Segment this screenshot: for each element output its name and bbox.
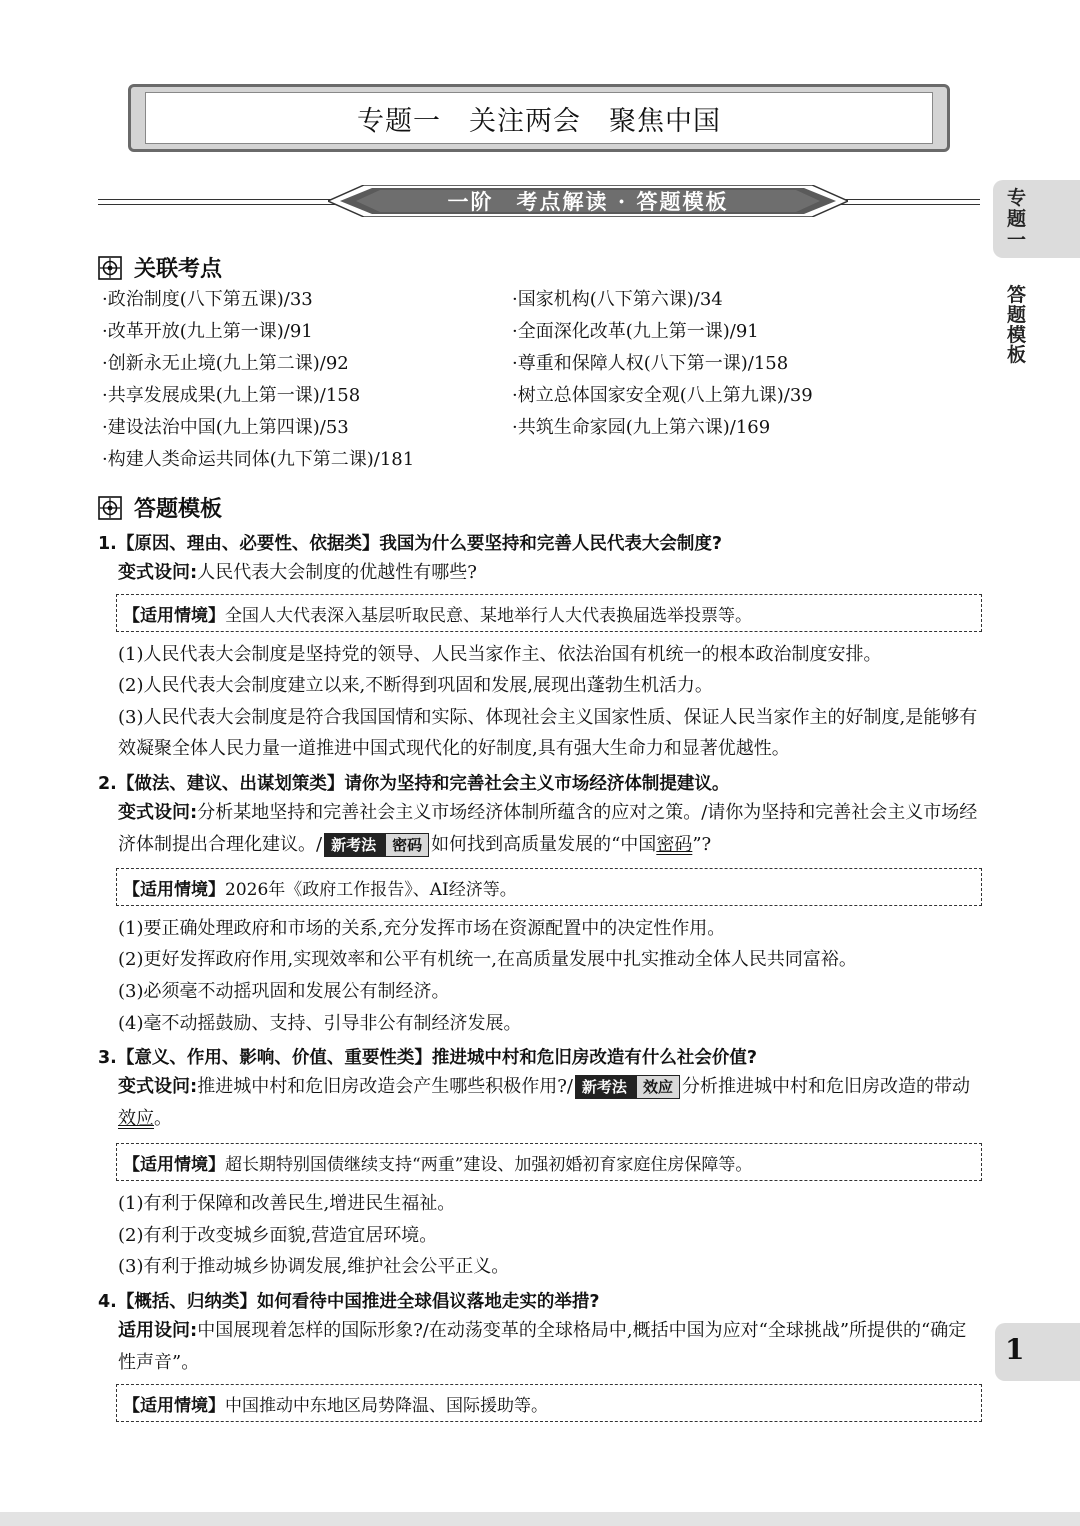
question-3-variant [118, 1071, 984, 1135]
tag-light: 效应 [637, 1076, 679, 1098]
chapter-side-tab-label: 专题一 [1007, 187, 1027, 251]
section-banner [98, 185, 980, 217]
variant-label: 变式设问: [118, 1076, 198, 1097]
related-heading [98, 252, 222, 283]
related-left-2: ·改革开放(九上第一课)/91 [102, 321, 313, 342]
variant-underlined: 效应 [118, 1108, 154, 1129]
question-4-variant [118, 1315, 984, 1379]
template-heading [98, 492, 222, 523]
variant-text-3: ”? [692, 834, 712, 855]
question-4-title: 4.【概括、归纳类】如何看待中国推进全球倡议落地走实的举措? [98, 1292, 600, 1312]
variant-text: 人民代表大会制度的优越性有哪些? [197, 562, 477, 583]
related-left-5: ·建设法治中国(九上第四课)/53 [102, 417, 349, 438]
related-left-1: ·政治制度(八下第五课)/33 [102, 289, 313, 310]
question-1-answer-1: (1)人民代表大会制度是坚持党的领导、人民当家作主、依法治国有机统一的根本政治制度安排。 [118, 644, 882, 665]
side-vertical-label: 答题模板 [1007, 284, 1027, 366]
context-text: 超长期特别国债继续支持“两重”建设、加强初婚初育家庭住房保障等。 [225, 1154, 753, 1175]
related-left-6: ·构建人类命运共同体(九下第二课)/181 [102, 449, 415, 470]
new-method-tag [324, 833, 429, 857]
topic-title: 专题一 关注两会 聚焦中国 [145, 92, 933, 144]
context-text: 2026年《政府工作报告》、AI经济等。 [225, 879, 517, 900]
target-icon [98, 496, 122, 520]
related-right-3: ·尊重和保障人权(八下第一课)/158 [512, 353, 789, 374]
question-2-title: 2.【做法、建议、出谋划策类】请你为坚持和完善社会主义市场经济体制提建议。 [98, 774, 730, 794]
new-method-tag [575, 1075, 680, 1099]
question-1-context [116, 594, 982, 632]
context-label: 【适用情境】 [123, 879, 225, 900]
tag-dark: 新考法 [576, 1076, 637, 1098]
chapter-side-tab[interactable] [993, 180, 1080, 258]
question-3-title: 3.【意义、作用、影响、价值、重要性类】推进城中村和危旧房改造有什么社会价值? [98, 1048, 757, 1068]
context-label: 【适用情境】 [123, 1395, 225, 1416]
question-3-context [116, 1143, 982, 1181]
tag-dark: 新考法 [325, 834, 386, 856]
question-2-variant [118, 797, 984, 861]
question-1-answer-2: (2)人民代表大会制度建立以来,不断得到巩固和发展,展现出蓬勃生机活力。 [118, 675, 713, 696]
tag-light: 密码 [386, 834, 428, 856]
related-heading-text: 关联考点 [134, 257, 223, 282]
question-3-answer-2: (2)有利于改变城乡面貌,营造宜居环境。 [118, 1225, 438, 1246]
related-right-2: ·全面深化改革(九上第一课)/91 [512, 321, 759, 342]
question-1-title: 1.【原因、理由、必要性、依据类】我国为什么要坚持和完善人民代表大会制度? [98, 534, 722, 554]
variant-text-2: 如何找到高质量发展的“中国 [431, 834, 657, 855]
question-2-answer-4: (4)毫不动摇鼓励、支持、引导非公有制经济发展。 [118, 1013, 522, 1034]
related-right-5: ·共筑生命家园(九上第六课)/169 [512, 417, 771, 438]
variant-text: 推进城中村和危旧房改造会产生哪些积极作用?/ [197, 1076, 573, 1097]
related-right-4: ·树立总体国家安全观(八上第九课)/39 [512, 385, 813, 406]
related-right-1: ·国家机构(八下第六课)/34 [512, 289, 723, 310]
question-4-context [116, 1384, 982, 1422]
question-2-answer-3: (3)必须毫不动摇巩固和发展公有制经济。 [118, 981, 450, 1002]
page-number-tab [995, 1323, 1080, 1381]
question-1-answer-3: (3)人民代表大会制度是符合我国国情和实际、体现社会主义国家性质、保证人民当家作主的好制度,是能够有效凝聚全体人民力量一道推进中国式现代化的好制度,具有强大生命力和显著优越性。 [118, 707, 978, 759]
page-number: 1 [1005, 1333, 1025, 1366]
page-bottom-strip [0, 1512, 1080, 1526]
section-banner-shape [328, 185, 848, 217]
variant-underlined: 密码 [656, 834, 693, 855]
question-1-variant [118, 557, 984, 589]
related-left-4: ·共享发展成果(九上第一课)/158 [102, 385, 361, 406]
context-text: 全国人大代表深入基层听取民意、某地举行人大代表换届选举投票等。 [225, 605, 752, 626]
question-3-answer-3: (3)有利于推动城乡协调发展,维护社会公平正义。 [118, 1256, 510, 1277]
variant-label: 适用设问: [118, 1320, 198, 1341]
question-2-answer-1: (1)要正确处理政府和市场的关系,充分发挥市场在资源配置中的决定性作用。 [118, 918, 726, 939]
target-icon [98, 256, 122, 280]
variant-label: 变式设问: [118, 562, 198, 583]
variant-label: 变式设问: [118, 802, 198, 823]
variant-text-2: 分析推进城中村和危旧房改造的带动 [681, 1076, 970, 1097]
variant-text-3: 。 [154, 1108, 172, 1129]
variant-text: 分析某地坚持和完善社会主义市场经济体制所蕴含的应对之策。/请你为坚持和完善社会主义市场经济体制提出合理化建议。/ [118, 802, 978, 855]
question-2-answer-2: (2)更好发挥政府作用,实现效率和公平有机统一,在高质量发展中扎实推动全体人民共同富裕。 [118, 949, 857, 970]
template-heading-text: 答题模板 [134, 497, 223, 522]
question-3-answer-1: (1)有利于保障和改善民生,增进民生福祉。 [118, 1193, 456, 1214]
context-label: 【适用情境】 [123, 1154, 225, 1175]
section-banner-text: 一阶 考点解读 · 答题模板 [447, 189, 729, 214]
context-label: 【适用情境】 [123, 605, 225, 626]
topic-title-box [128, 84, 950, 152]
context-text: 中国推动中东地区局势降温、国际援助等。 [225, 1395, 548, 1416]
related-left-3: ·创新永无止境(九上第二课)/92 [102, 353, 349, 374]
variant-text: 中国展现着怎样的国际形象?/在动荡变革的全球格局中,概括中国为应对“全球挑战”所提供的“确定性声音”。 [118, 1320, 967, 1373]
question-2-context [116, 868, 982, 906]
